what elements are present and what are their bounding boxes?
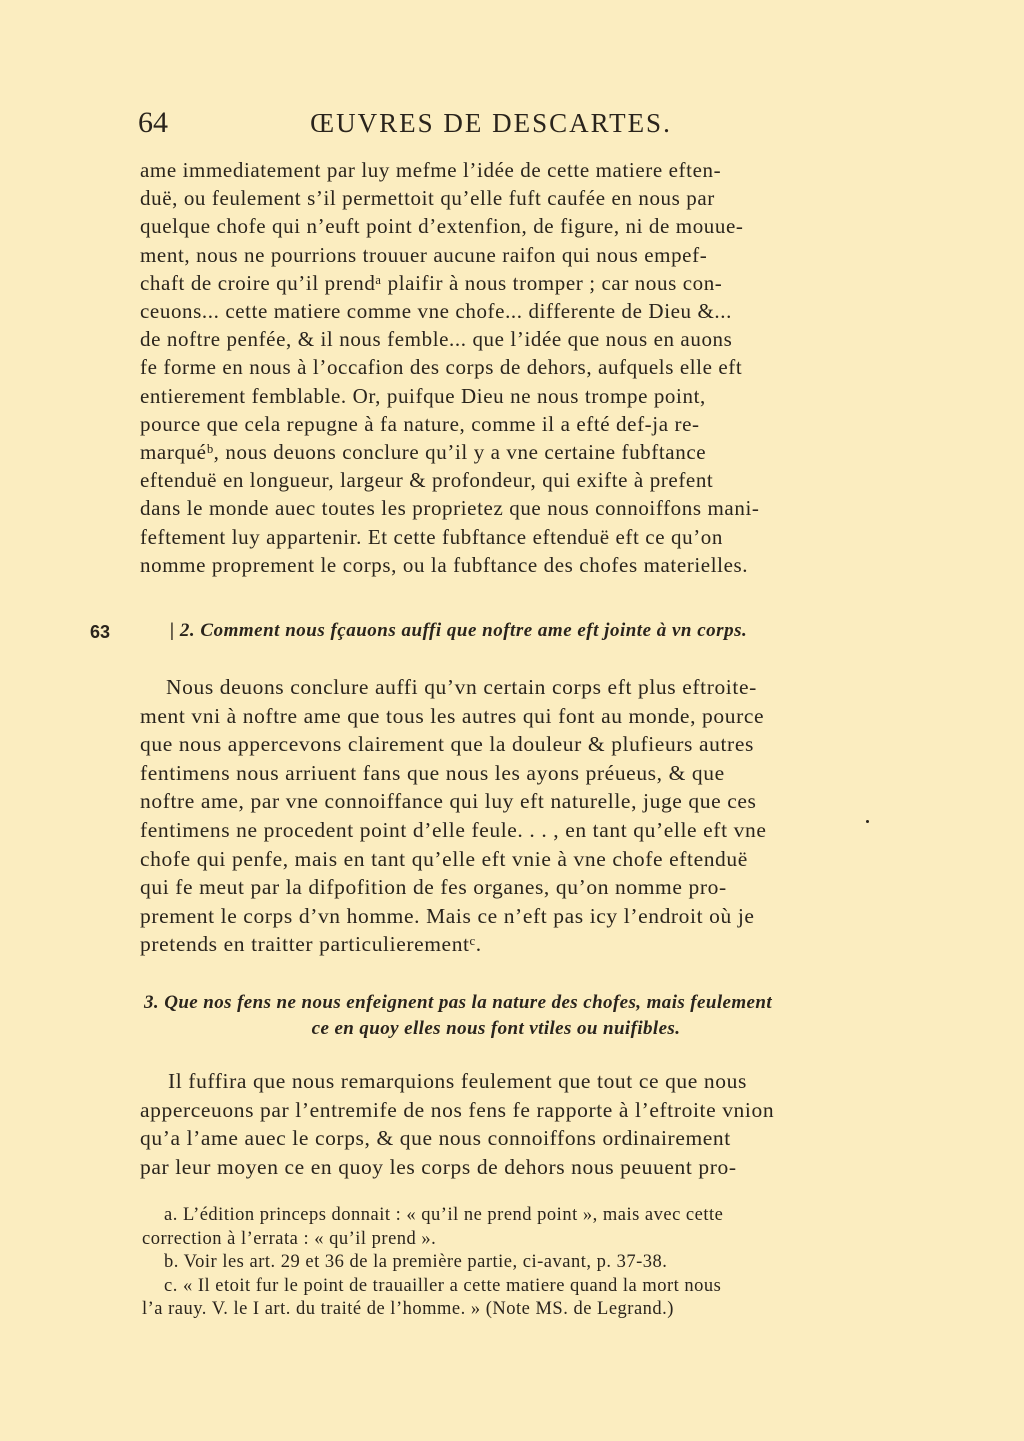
text-line: pretends en traitter particulierementᶜ. (140, 932, 482, 957)
heading-line: 3. Que nos fens ne nous enfeignent pas la nature des chofes, mais feulement (144, 992, 773, 1013)
text-line: dans le monde auec toutes les proprietez que nous connoiffons mani- (140, 496, 760, 521)
text-line: duë, ou feulement s’il permettoit qu’elle fuft caufée en nous par (140, 186, 715, 211)
text-line: apperceuons par l’entremife de nos fens fe rapporte à l’eftroite vnion (140, 1097, 775, 1122)
text-line: par leur moyen ce en quoy les corps de dehors nous peuuent pro- (140, 1154, 737, 1179)
text-line: ceuons... cette matiere comme vne chofe... differente de Dieu &... (140, 299, 732, 324)
footnote-c: c. « Il etoit fur le point de trauailler a cette matiere quand la mort nous (164, 1275, 722, 1296)
text-line: fentimens ne procedent point d’elle feule. . . , en tant qu’elle eft vne (140, 817, 767, 842)
paragraph-3 (140, 1067, 850, 1181)
article-2-heading: | 2. Comment nous fçauons auffi que noftre ame eft jointe à vn corps. (170, 620, 748, 641)
text-line: fe forme en nous à l’occafion des corps de dehors, aufquels elle eft (140, 355, 743, 380)
article-3-heading (140, 990, 852, 1042)
text-line: quelque chofe qui n’euft point d’extenfion, de figure, ni de mouue- (140, 214, 744, 239)
footnotes (142, 1204, 854, 1322)
text-line: qui fe meut par la difpofition de fes organes, qu’on nomme pro- (140, 875, 727, 900)
paragraph-2 (140, 673, 850, 959)
text-line: de noftre penfée, & il nous femble... que l’idée que nous en auons (140, 327, 733, 352)
text-line: que nous appercevons clairement que la douleur & plufieurs autres (140, 732, 754, 757)
text-line: chofe qui penfe, mais en tant qu’elle eft vnie à vne chofe eftenduë (140, 846, 748, 871)
text-line: nomme proprement le corps, ou la fubftance des chofes materielles. (140, 552, 749, 577)
page-header (138, 106, 854, 148)
heading-line: ce en quoy elles nous font vtiles ou nuifibles. (311, 1018, 681, 1039)
footnote-c-cont: l’a rauy. V. le I art. du traité de l’homme. » (Note MS. de Legrand.) (142, 1299, 674, 1319)
text-line: noftre ame, par vne connoiffance qui luy eft naturelle, juge que ces (140, 789, 757, 814)
footnote-a-cont: correction à l’errata : « qu’il prend ». (142, 1228, 437, 1249)
text-line: ame immediatement par luy mefme l’idée de cette matiere eften- (140, 158, 722, 182)
text-line: Il fuffira que nous remarquions feulement que tout ce que nous (168, 1069, 747, 1093)
footnote-a: a. L’édition princeps donnait : « qu’il ne prend point », mais avec cette (164, 1205, 724, 1225)
running-title: ŒUVRES DE DESCARTES. (310, 108, 672, 138)
text-line: marquéᵇ, nous deuons conclure qu’il y a vne certaine fubftance (140, 440, 707, 465)
text-line: entierement femblable. Or, puifque Dieu ne nous trompe point, (140, 383, 706, 408)
text-line: ment vni à noftre ame que tous les autres qui font au monde, pource (140, 703, 765, 728)
footnote-b: b. Voir les art. 29 et 36 de la première partie, ci-avant, p. 37-38. (164, 1252, 668, 1272)
text-line: qu’a l’ame auec le corps, & que nous connoiffons ordinairement (140, 1126, 731, 1151)
text-line: chaft de croire qu’il prendᵃ plaifir à nous tromper ; car nous con- (140, 270, 723, 295)
margin-page-number: 63 (90, 622, 111, 642)
page-number: 64 (138, 106, 168, 139)
text-line: fentimens nous arriuent fans que nous les ayons préueus, & que (140, 760, 725, 785)
text-line: eftenduë en longueur, largeur & profondeur, qui exifte à prefent (140, 468, 714, 493)
text-line: ment, nous ne pourrions trouuer aucune raifon qui nous empef- (140, 242, 708, 267)
text-line: pource que cela repugne à fa nature, comme il a efté def-ja re- (140, 411, 700, 436)
paragraph-1 (140, 156, 850, 579)
text-line: prement le corps d’vn homme. Mais ce n’eft pas icy l’endroit où je (140, 903, 755, 928)
text-line: feftement luy appartenir. Et cette fubftance eftenduë eft ce qu’on (140, 524, 723, 549)
margin-mark (866, 820, 869, 823)
text-line: Nous deuons conclure auffi qu’vn certain corps eft plus eftroite- (166, 675, 757, 699)
